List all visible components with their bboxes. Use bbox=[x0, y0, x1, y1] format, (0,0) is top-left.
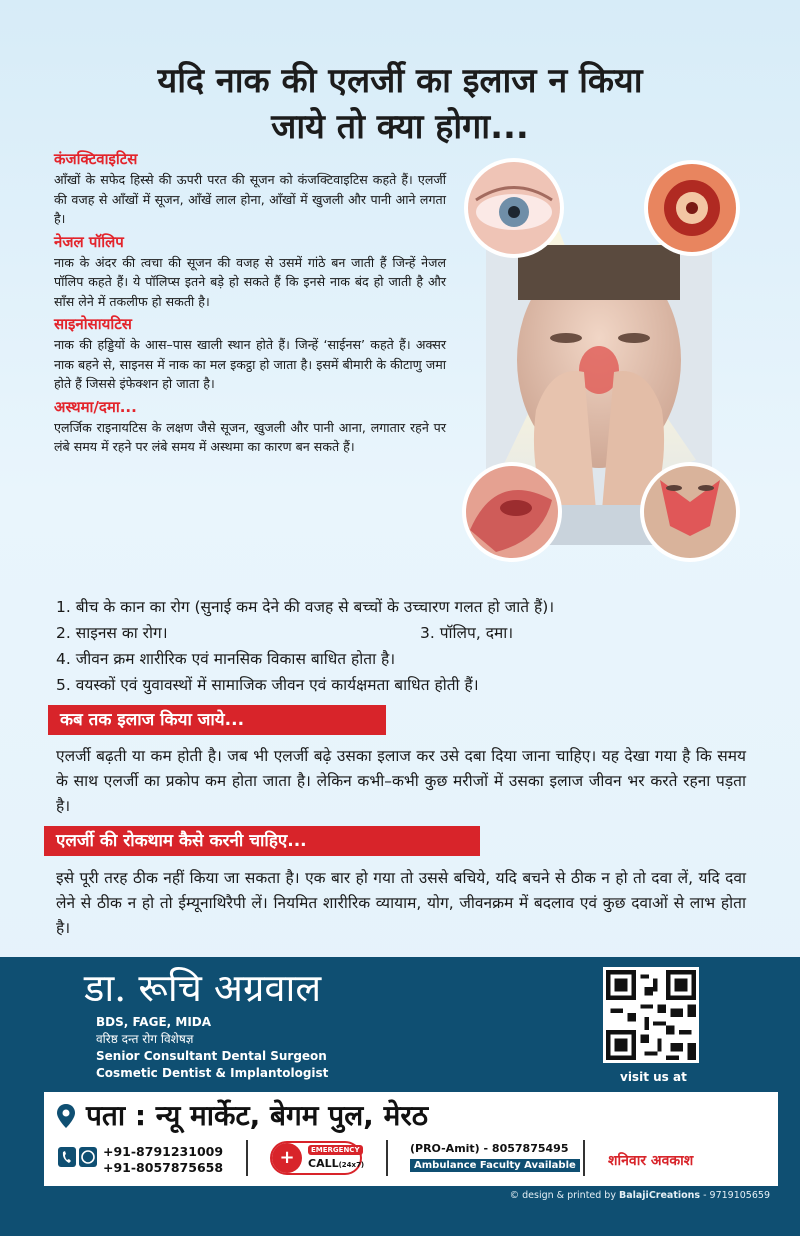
list-item-row bbox=[56, 620, 776, 646]
weekly-off: शनिवार अवकाश bbox=[608, 1153, 694, 1169]
emergency-hours: (24x7) bbox=[338, 1161, 365, 1169]
section-title: कंजक्टिवाइटिस bbox=[54, 150, 138, 168]
divider bbox=[246, 1140, 248, 1176]
section-text: नाक की हड्डियों के आस–पास खाली स्थान होते हैं। जिन्हें ‘साईनस’ कहते हैं। अक्सर नाक बहने से, साइनस में नाक का मल इकट्ठा हो जाता है। इसमें बीमारी के कीटाणु जमा होते हैं जिससे इंफेक्शन हो जाता है। bbox=[54, 337, 446, 391]
treatment-text: एलर्जी बढ़ती या कम होती है। जब भी एलर्जी बढ़े उसका इलाज कर उसे दबा दिया जाना चाहिए। यह देखा गया है कि समय के साथ एलर्जी का प्रकोप कम होता जाता है। लेकिन कभी–कभी कुछ मरीजों में उसका इलाज जीवन भर करते रहना पड़ता है। bbox=[56, 747, 746, 815]
divider bbox=[386, 1140, 388, 1176]
allergy-illustration bbox=[456, 150, 744, 570]
phone-numbers bbox=[103, 1144, 223, 1176]
divider bbox=[583, 1140, 585, 1176]
credit-prefix: © design & printed by bbox=[509, 1190, 619, 1201]
ambulance-badge: Ambulance Faculty Available bbox=[410, 1159, 580, 1172]
list-item: 4. जीवन क्रम शारीरिक एवं मानसिक विकास बाधित होता है। bbox=[56, 650, 396, 668]
address: पता : न्यू मार्केट, बेगम पुल, मेरठ bbox=[86, 1099, 429, 1132]
doctor-degrees: BDS, FAGE, MIDA bbox=[96, 1015, 212, 1029]
qr-code-pattern bbox=[606, 970, 696, 1060]
sinusitis-face-circle bbox=[640, 462, 740, 562]
section-text: एलर्जिक राइनायटिस के लक्षण जैसे सूजन, खुजली और पानी आना, लगातार रहने पर लंबे समय में रहने पर लंबे समय में अस्थमा का कारण बन सकते हैं। bbox=[54, 419, 446, 454]
section-conjunctivitis bbox=[54, 148, 446, 229]
section-asthma bbox=[54, 396, 446, 457]
emergency-call: CALL bbox=[308, 1157, 339, 1170]
section-nasal-polyp bbox=[54, 231, 446, 312]
emergency-call-text bbox=[308, 1157, 364, 1170]
eye-right bbox=[618, 333, 650, 343]
qr-code[interactable] bbox=[603, 967, 699, 1063]
credit-suffix: - 9719105659 bbox=[700, 1190, 770, 1201]
doctor-title-hindi: वरिष्ठ दन्त रोग विशेषज्ञ bbox=[96, 1032, 194, 1046]
emergency-plus-icon: + bbox=[272, 1143, 302, 1173]
doctor-name: डा. रूचि अग्रवाल bbox=[84, 966, 322, 1010]
prevention-heading: एलर्जी की रोकथाम कैसे करनी चाहिए... bbox=[44, 826, 480, 856]
title-line-2: जाये तो क्या होगा... bbox=[271, 107, 529, 147]
prevention-text: इसे पूरी तरह ठीक नहीं किया जा सकता है। एक बार हो गया तो उससे बचिये, यदि बचने से ठीक न हो तो दवा लें, यदि दवा लेने से ठीक न हो तो ईम्यूनाथिरैपी लें। नियमित शारीरिक व्यायाम, योग, जीवनक्रम में बदलाव एवं कुछ दवाओं से लाभ होता है। bbox=[56, 869, 746, 937]
emergency-call-badge[interactable] bbox=[270, 1141, 365, 1175]
effects-list bbox=[56, 594, 776, 698]
emergency-label: EMERGENCY bbox=[308, 1145, 363, 1155]
page-title bbox=[20, 58, 780, 150]
credit-studio: BalajiCreations bbox=[618, 1190, 701, 1201]
doctor-title-1: Senior Consultant Dental Surgeon bbox=[96, 1049, 327, 1063]
location-pin-icon bbox=[56, 1103, 76, 1129]
list-item: 1. बीच के कान का रोग (सुनाई कम देने की वजह से बच्चों के उच्चारण गलत हो जाते हैं)। bbox=[56, 598, 555, 616]
print-credit bbox=[0, 1190, 770, 1201]
pro-contact: (PRO-Amit) - 8057875495 bbox=[410, 1142, 569, 1155]
doctor-credentials bbox=[96, 1014, 328, 1082]
list-item: 5. वयस्कों एवं युवावस्थों में सामाजिक जीवन एवं कार्यक्षमता बाधित होती हैं। bbox=[56, 676, 479, 694]
phone-number[interactable]: +91-8791231009 bbox=[103, 1144, 224, 1159]
phone-icon bbox=[58, 1147, 98, 1169]
section-text: नाक के अंदर की त्वचा की सूजन की वजह से उसमें गांठे बन जाती हैं जिन्हें नेजल पॉलिप कहते हैं। ये पॉलिप्स इतने बड़े हो सकते हैं कि इनसे नाक बंद हो जाती है और साँस लेने में तकलीफ हो सकती है। bbox=[54, 254, 446, 309]
list-item: 2. साइनस का रोग। bbox=[56, 624, 168, 642]
list-item: 3. पॉलिप, दमा। bbox=[420, 624, 514, 642]
section-sinusitis bbox=[54, 313, 446, 394]
complications-list bbox=[54, 148, 446, 457]
nasal-polyp-circle bbox=[462, 462, 562, 562]
qr-caption: visit us at bbox=[620, 1070, 687, 1084]
phone-number[interactable]: +91-8057875658 bbox=[103, 1160, 224, 1175]
section-text: आँखों के सफेद हिस्से की ऊपरी परत की सूजन को कंजक्टिवाइटिस कहते हैं। एलर्जी की वजह से आँखों में सूजन, आँखें लाल होना, आँखों में खुजली और पानी आने लगता है। bbox=[54, 172, 446, 226]
section-title: साइनोसायटिस bbox=[54, 315, 132, 333]
phone-icons bbox=[58, 1147, 98, 1173]
eye-left bbox=[550, 333, 582, 343]
doctor-title-2: Cosmetic Dentist & Implantologist bbox=[96, 1066, 329, 1080]
sinus-closeup-circle bbox=[644, 160, 740, 256]
hair bbox=[518, 245, 680, 300]
eye-closeup-circle bbox=[464, 158, 564, 258]
section-title: नेजल पॉलिप bbox=[54, 232, 124, 251]
title-line-1: यदि नाक की एलर्जी का इलाज न किया bbox=[157, 61, 643, 101]
treatment-heading: कब तक इलाज किया जाये... bbox=[48, 705, 386, 735]
section-title: अस्थमा/दमा... bbox=[54, 397, 137, 416]
